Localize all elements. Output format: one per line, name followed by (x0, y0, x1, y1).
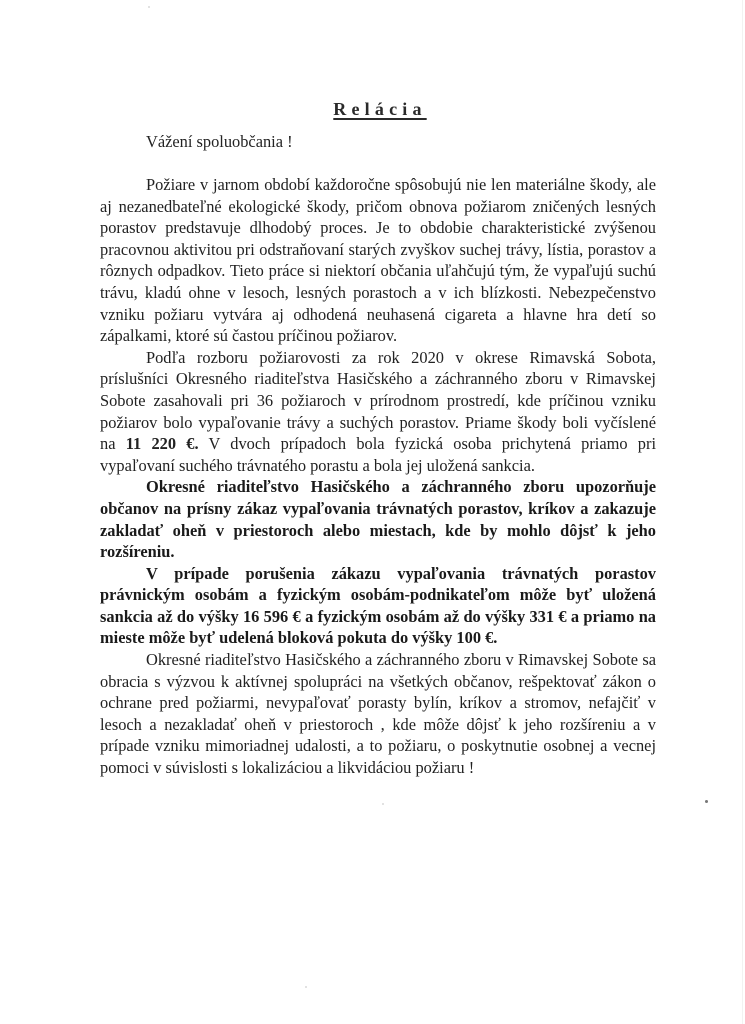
damage-amount: 11 220 €. (125, 434, 199, 454)
paragraph-fire-statistics (100, 347, 656, 477)
document-title (0, 99, 745, 120)
statistics-text-after: V dvoch prípadoch bola fyzická osoba prichytená priamo pri vypaľovaní suchého trávnatého porastu a bola jej uložená sankcia. (100, 434, 657, 475)
document-body (100, 174, 656, 779)
title-text: Relácia (333, 99, 427, 119)
scan-page-edge (742, 0, 743, 1024)
greeting: Vážení spoluobčania ! (146, 132, 293, 151)
scan-speck (382, 803, 384, 805)
paragraph-burning-ban-warning: Okresné riaditeľstvo Hasičského a záchranného zboru upozorňuje občanov na prísny zákaz vypaľovania trávnatých porastov, kríkov a zakazuje zakladať oheň v priestoroch alebo miestach, kde by mohlo dôjsť k jeho rozšíreniu. (100, 477, 656, 562)
paragraph-appeal-to-citizens: Okresné riaditeľstvo Hasičského a záchranného zboru v Rimavskej Sobote sa obracia s výzvou k aktívnej spolupráci na všetkých občanov, rešpektovať zákon o ochrane pred požiarmi, nevypaľovať porasty bylín, kríkov a stromov, nefajčiť v lesoch a nezakladať oheň v priestoroch , kde môže dôjsť k jeho rozšíreniu a v prípade vzniku mimoriadnej udalosti, a to požiaru, o poskytnutie osobnej a vecnej pomoci v súvislosti s lokalizáciou a likvidáciou požiaru ! (100, 650, 656, 778)
scan-artifact-dot (705, 800, 708, 803)
paragraph-sanctions: V prípade porušenia zákazu vypaľovania trávnatých porastov právnickým osobám a fyzickým osobám-podnikateľom môže byť uložená sankcia až do výšky 16 596 € a fyzickým osobám až do výšky 331 € a priamo na mieste môže byť udelená bloková pokuta do výšky 100 €. (100, 563, 656, 648)
statistics-text-before: Podľa rozboru požiarovosti za rok 2020 v okrese Rimavská Sobota, príslušníci Okresného riaditeľstva Hasičského a záchranného zboru v Rimavskej Sobote zasahovali pri 36 požiaroch v prírodnom prostredí, kde príčinou vzniku požiarov bolo vypaľovanie trávy a suchých porastov. Priame škody boli vyčíslené na (100, 347, 656, 454)
scan-speck (148, 6, 150, 8)
scan-speck (305, 986, 307, 988)
paragraph-fire-causes: Požiare v jarnom období každoročne spôsobujú nie len materiálne škody, ale aj nezanedbateľné ekologické škody, pričom obnova požiarom zničených lesných porastov predstavuje dlhodobý proces. Je to obdobie charakteristické zvýšenou pracovnou aktivitou pri odstraňovaní starých zvyškov suchej trávy, lístia, porastov a rôznych odpadkov. Tieto práce si niektorí občania uľahčujú tým, že vypaľujú suchú trávu, kladú ohne v lesoch, lesných porastoch a v ich blízkosti. Nebezpečenstvo vzniku požiaru vytvára aj odhodená neuhasená cigareta a hlavne hra detí so zápalkami, ktoré sú častou príčinou požiarov. (100, 175, 656, 346)
